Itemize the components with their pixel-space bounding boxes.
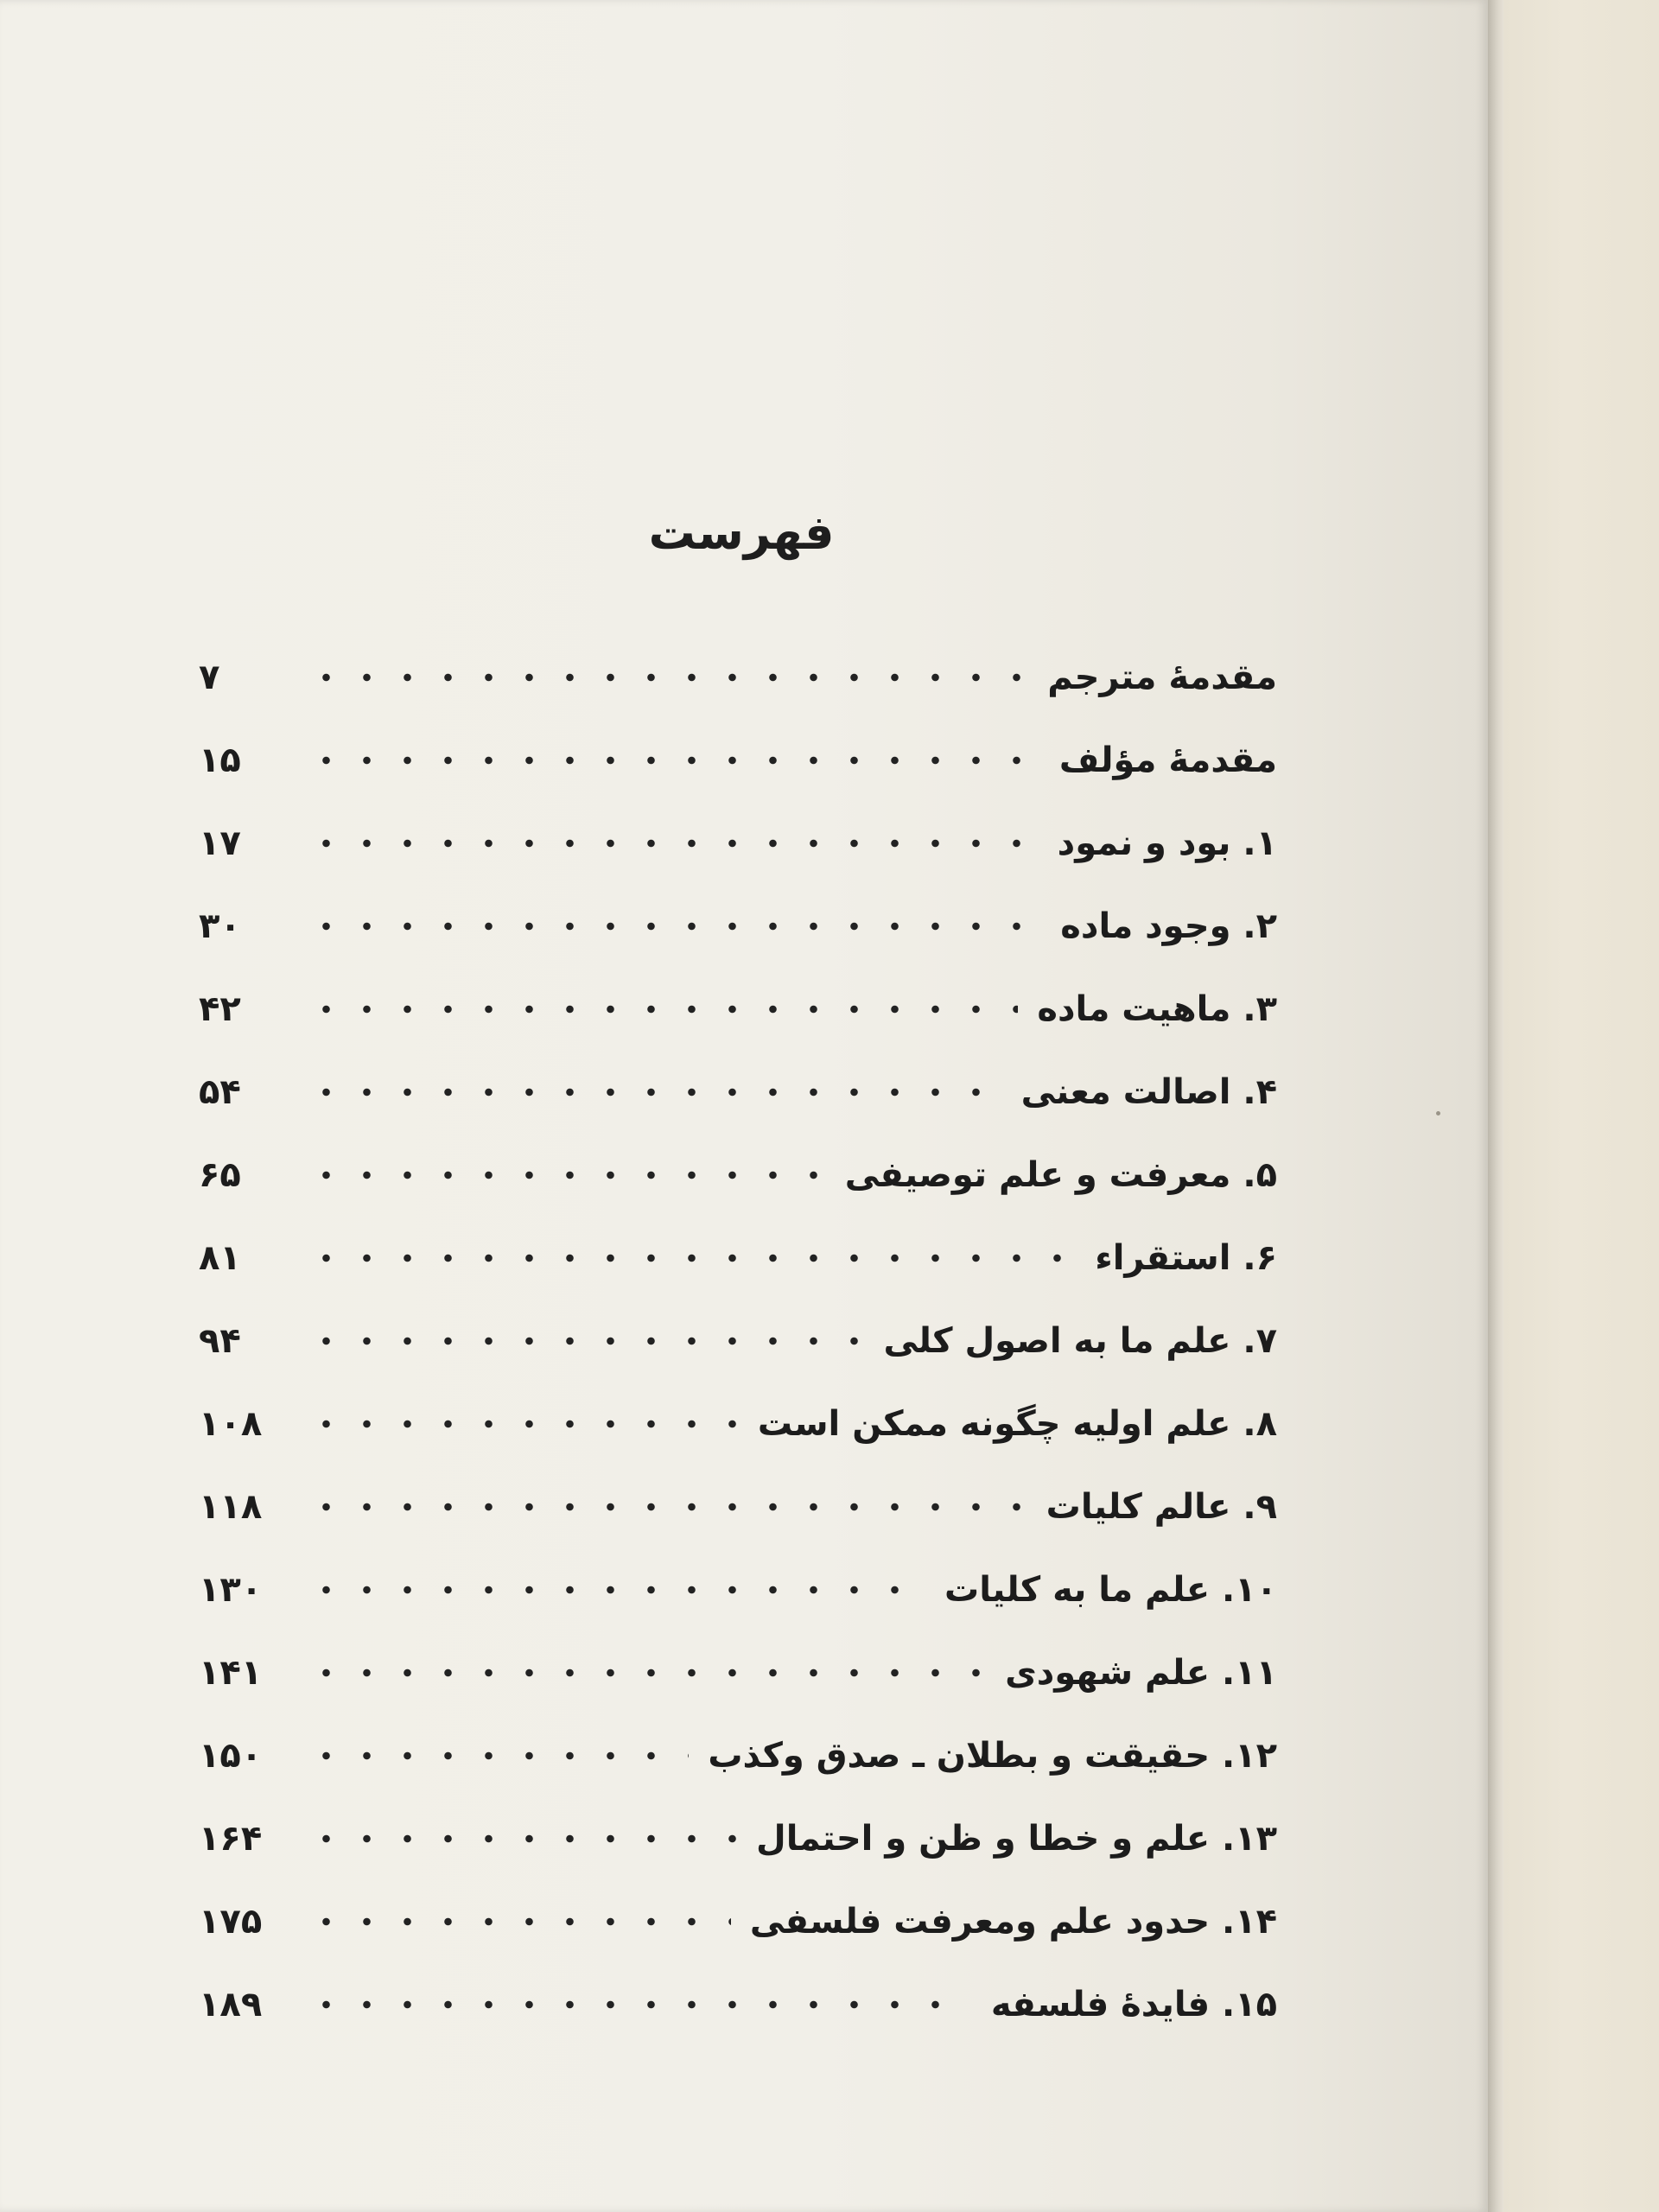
toc-page-number: ۱۸۹ <box>199 1985 263 2024</box>
toc-entry-label: ۳. ماهیت ماده <box>1037 989 1277 1029</box>
toc-row <box>199 1647 1277 1699</box>
toc-row <box>199 1896 1277 1948</box>
toc-dot-leader <box>306 1232 1076 1284</box>
toc-row <box>199 652 1277 703</box>
toc-entry-label: ۷. علم ما به اصول کلی <box>883 1321 1277 1361</box>
toc-row <box>199 1730 1277 1782</box>
toc-dot-leader <box>306 817 1039 869</box>
toc-row <box>199 1149 1277 1201</box>
toc-row <box>199 1481 1277 1533</box>
book-gutter <box>1488 0 1503 2212</box>
toc-page-number: ۹۴ <box>199 1321 241 1361</box>
toc-entry-label: ۲. وجود ماده <box>1060 906 1277 946</box>
toc-dot-leader <box>306 734 1040 786</box>
toc-entry-label: ۱. بود و نمود <box>1057 823 1277 863</box>
toc-entry-label: ۱۰. علم ما به کلیات <box>944 1570 1277 1610</box>
toc-entry-label: ۵. معرفت و علم توصیفی <box>844 1155 1277 1195</box>
toc-dot-leader <box>306 1315 864 1367</box>
toc-row <box>199 983 1277 1035</box>
toc-entry-label: ۶. استقراء <box>1095 1238 1277 1278</box>
toc-page-number: ۱۵ <box>199 741 241 780</box>
toc-dot-leader <box>306 1149 826 1201</box>
toc-row <box>199 1979 1277 2031</box>
toc-page-number: ۷ <box>199 658 220 697</box>
toc-entry-label: ۱۱. علم شهودی <box>1005 1653 1277 1693</box>
toc-page-number: ۱۴۱ <box>199 1653 263 1693</box>
toc-dot-leader <box>306 1896 731 1948</box>
toc-row <box>199 1315 1277 1367</box>
toc-dot-leader <box>306 1481 1027 1533</box>
toc-page-number: ۱۱۸ <box>199 1487 263 1527</box>
toc-row <box>199 900 1277 952</box>
toc-page-number: ۸۱ <box>199 1238 241 1278</box>
toc-entry-label: ۱۴. حدود علم ومعرفت فلسفی <box>749 1902 1277 1942</box>
toc-page-number: ۶۵ <box>199 1155 241 1195</box>
toc-dot-leader <box>306 652 1028 703</box>
toc-entry-label: ۱۳. علم و خطا و ظن و احتمال <box>755 1819 1277 1859</box>
toc-page-number: ۱۷ <box>199 823 241 863</box>
toc-row <box>199 1398 1277 1450</box>
toc-entry-label: ۴. اصالت معنی <box>1020 1072 1277 1112</box>
toc-page-number: ۳۰ <box>199 906 241 946</box>
toc-dot-leader <box>306 1730 689 1782</box>
toc-entry-label: مقدمهٔ مترجم <box>1047 658 1277 697</box>
toc-entry-label: مقدمهٔ مؤلف <box>1058 741 1277 780</box>
toc-dot-leader <box>306 1813 737 1865</box>
toc-row <box>199 1813 1277 1865</box>
toc-page-number: ۱۳۰ <box>199 1570 263 1610</box>
toc-entry-label: ۱۵. فایدهٔ فلسفه <box>990 1985 1277 2024</box>
toc-page-number: ۱۵۰ <box>199 1736 263 1776</box>
toc-dot-leader <box>306 900 1041 952</box>
toc-page-number: ۱۷۵ <box>199 1902 263 1942</box>
toc-dot-leader <box>306 1564 925 1616</box>
toc-entry-label: ۱۲. حقیقت و بطلان ـ صدق وکذب <box>708 1736 1277 1776</box>
adjacent-page-edge <box>1503 0 1659 2212</box>
toc-row <box>199 734 1277 786</box>
toc-dot-leader <box>306 1398 739 1450</box>
toc-dot-leader <box>306 1066 1002 1118</box>
toc-row <box>199 817 1277 869</box>
toc-row <box>199 1066 1277 1118</box>
toc-page-number: ۱۰۸ <box>199 1404 263 1444</box>
toc-dot-leader <box>306 1979 972 2031</box>
toc-row <box>199 1232 1277 1284</box>
toc-dot-leader <box>306 983 1018 1035</box>
toc-page-number: ۵۴ <box>199 1072 241 1112</box>
toc-row <box>199 1564 1277 1616</box>
toc-entry-label: ۹. عالم کلیات <box>1046 1487 1277 1527</box>
toc-dot-leader <box>306 1647 986 1699</box>
page-title-text: فهرست <box>648 505 835 560</box>
toc-page-number: ۴۲ <box>199 989 241 1029</box>
toc-entry-label: ۸. علم اولیه چگونه ممکن است <box>757 1404 1277 1444</box>
toc-page-number: ۱۶۴ <box>199 1819 263 1859</box>
